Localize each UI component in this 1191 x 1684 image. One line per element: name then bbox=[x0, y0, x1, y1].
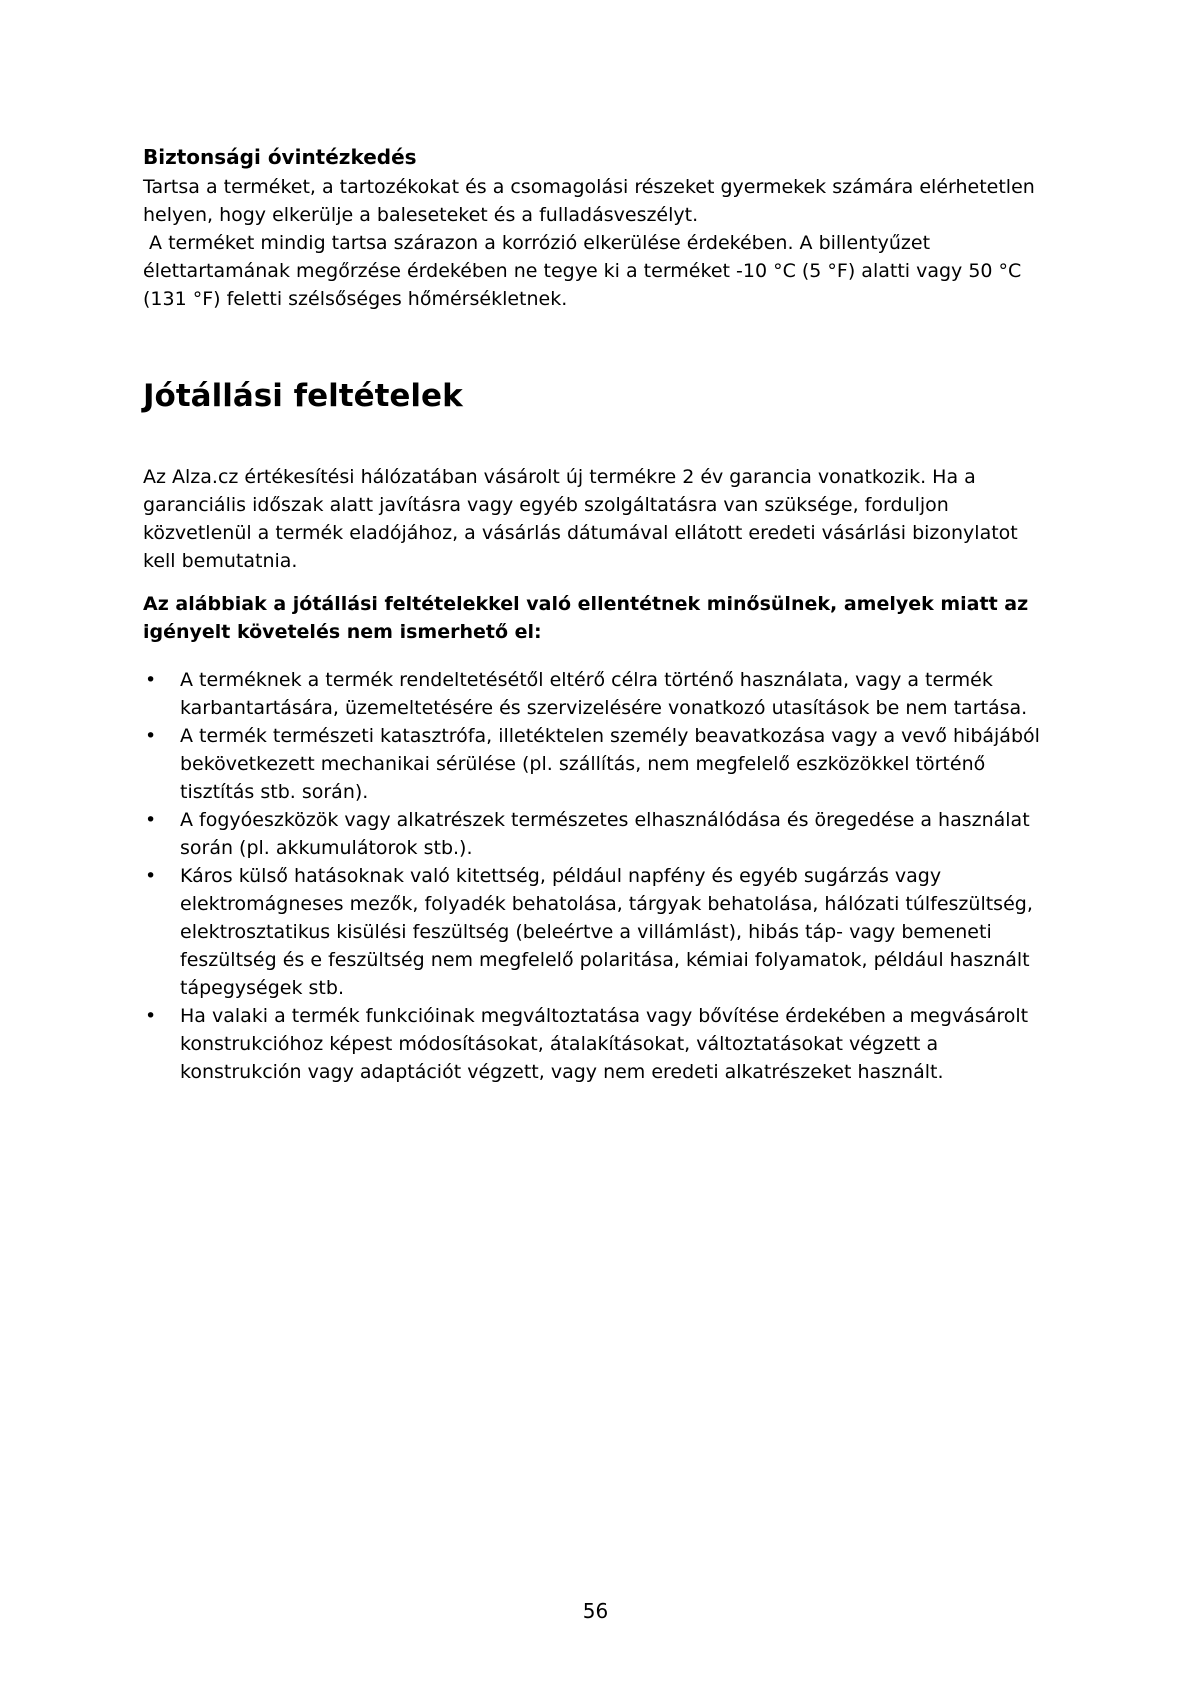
list-item-text: A termék természeti katasztrófa, illetéktelen személy beavatkozása vagy a vevő hibájából bekövetkezett mechanikai sérülése (pl. szállítás, nem megfelelő eszközökkel történő tisztítás stb. során). bbox=[180, 725, 1040, 803]
page-number: 56 bbox=[582, 1599, 609, 1623]
list-item bbox=[143, 666, 1053, 722]
safety-heading: Biztonsági óvintézkedés bbox=[143, 145, 417, 169]
list-item bbox=[143, 806, 1053, 862]
list-item-text: A terméknek a termék rendeltetésétől eltérő célra történő használata, vagy a termék karbantartására, üzemeltetésére és szervizelésére vonatkozó utasítások be nem tartása. bbox=[180, 669, 1028, 719]
list-item bbox=[143, 1002, 1053, 1086]
list-item-text: Ha valaki a termék funkcióinak megváltoztatása vagy bővítése érdekében a megvásárolt konstrukcióhoz képest módosításokat, átalakításokat, változtatásokat végzett a konstrukción vagy adaptációt végzett, vagy nem eredeti alkatrészeket használt. bbox=[180, 1005, 1029, 1083]
bullet-icon: • bbox=[145, 865, 157, 887]
warranty-intro: Az Alza.cz értékesítési hálózatában vásárolt új termékre 2 év garancia vonatkozik. Ha a garanciális időszak alatt javításra vagy egyéb szolgáltatásra van szüksége, forduljon közvetlenül a termék eladójához, a vásárlás dátumával ellátott eredeti vásárlási bizonylatot kell bemutatnia. bbox=[143, 466, 1018, 572]
exclusions-heading: Az alábbiak a jótállási feltételekkel való ellentétnek minősülnek, amelyek miatt az igényelt követelés nem ismerhető el: bbox=[143, 593, 1029, 643]
bullet-icon: • bbox=[145, 1005, 157, 1027]
exclusions-list bbox=[143, 666, 1053, 1086]
list-item-text: A fogyóeszközök vagy alkatrészek természetes elhasználódása és öregedése a használat során (pl. akkumulátorok stb.). bbox=[180, 809, 1030, 859]
bullet-icon: • bbox=[145, 669, 157, 691]
safety-text bbox=[143, 173, 1053, 313]
list-item-text: Káros külső hatásoknak való kitettség, például napfény és egyéb sugárzás vagy elektromágneses mezők, folyadék behatolása, tárgyak behatolása, hálózati túlfeszültség, elektrosztatikus kisülési feszültség (beleértve a villámlást), hibás táp- vagy bemeneti feszültség és e feszültség nem megfelelő polaritása, kémiai folyamatok, például használt tápegységek stb. bbox=[180, 865, 1033, 999]
list-item bbox=[143, 722, 1053, 806]
safety-paragraph-2: A terméket mindig tartsa szárazon a korrózió elkerülése érdekében. A billentyűzet élettartamának megőrzése érdekében ne tegye ki a terméket -10 °C (5 °F) alatti vagy 50 °C (131 °F) feletti szélsőséges hőmérsékletnek. bbox=[143, 232, 1022, 310]
bullet-icon: • bbox=[145, 725, 157, 747]
bullet-icon: • bbox=[145, 809, 157, 831]
list-item bbox=[143, 862, 1053, 1002]
safety-paragraph-1: Tartsa a terméket, a tartozékokat és a csomagolási részeket gyermekek számára elérhetetlen helyen, hogy elkerülje a baleseteket és a fulladásveszélyt. bbox=[143, 176, 1035, 226]
warranty-heading: Jótállási feltételek bbox=[143, 378, 463, 414]
